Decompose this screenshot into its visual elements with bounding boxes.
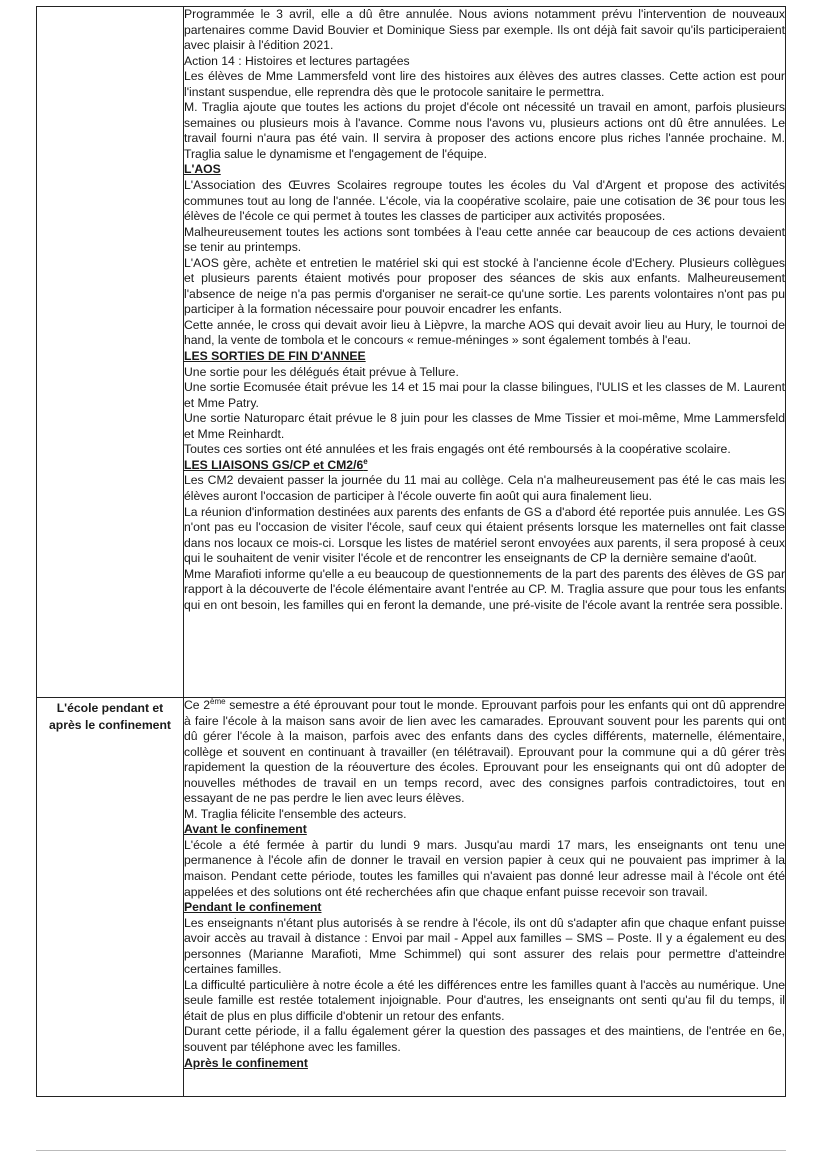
minutes-table: [36, 6, 786, 1097]
paragraph: L'école a été fermée à partir du lundi 9 mars. Jusqu'au mardi 17 mars, les enseignants ont tenu une permanence à l'école afin de donner le travail en version papier à ceux qui ne pouvaient pas imprimer à la maison. Pendant cette période, toutes les familles qui n'avaient pas donné leur adresse mail à l'école ont été appelées et des solutions ont été recherchées afin que chaque enfant puisse recevoir son travail.: [184, 837, 785, 899]
paragraph: Une sortie Ecomusée était prévue les 14 et 15 mai pour la classe bilingues, l'ULIS et les classes de M. Laurent et Mme Patry.: [184, 380, 785, 410]
paragraph: [184, 698, 785, 807]
paragraph: Toutes ces sorties ont été annulées et les frais engagés ont été remboursés à la coopérative scolaire.: [184, 442, 731, 457]
paragraph: La réunion d'information destinées aux parents des enfants de GS a d'abord été reportée puis annulée. Les GS n'ont pas eu l'occasion de visiter l'école, sauf ceux qui étaient présents lorsque les maternelles ont fait classe dans nos locaux ce mois-ci. Lorsque les listes de matériel seront envoyées aux parents, il sera proposé à ceux qui le souhaitent de venir visiter l'école et de rencontrer les enseignants de CP la dernière semaine d'août.: [184, 504, 785, 566]
action14-title: Action 14 : Histoires et lectures partagées: [184, 53, 410, 68]
row-title: L'école pendant et après le confinement: [49, 701, 171, 732]
text-part: Ce 2: [184, 698, 211, 712]
paragraph: Malheureusement toutes les actions sont tombées à l'eau cette année car beaucoup de ces actions devaient se tenir au printemps.: [184, 224, 785, 255]
text-part: semestre a été éprouvant pour tout le monde. Eprouvant parfois pour les enfants qui ont dû apprendre à faire l'école à la maison sans avoir de lien avec les camarades. Eprouvant souvent pour les parents qui ont dû gérer l'école à la maison, parfois avec des enfants dans des cycles différents, maternelle, élémentaire, collège et souvent en continuant à travailler (en télétravail). Eprouvant pour la commune qui a dû gérer très rapidement la question de la réouverture des écoles. Eprouvant pour les enseignants qui ont dû adopter de nouvelles méthodes de travail en un temps record, avec des consignes parfois contradictoires, tout en essayant de ne pas perdre le lien avec leurs élèves.: [184, 698, 785, 806]
right-cell-confinement: [184, 698, 786, 1097]
table-row: [37, 7, 786, 698]
paragraph: Les enseignants n'étant plus autorisés à se rendre à l'école, ils ont dû s'adapter afin que chaque enfant puisse avoir accès au travail à distance : Envoi par mail - Appel aux familles – SMS – Poste. Il y a également eu des personnes (Marianne Marafioti, Mme Schimmel) qui sont assurer des relais pour permettre d'atteindre certaines familles.: [184, 915, 785, 977]
paragraph: Une sortie pour les délégués était prévue à Tellure.: [184, 364, 459, 379]
paragraph: M. Traglia ajoute que toutes les actions du projet d'école ont nécessité un travail en amont, parfois plusieurs semaines ou plusieurs mois à l'avance. Comme nous l'avons vu, plusieurs actions ont dû être annulées. Le travail fourni n'aura pas été vain. Il servira à proposer des actions encore plus riches l'année prochaine. M. Traglia salue le dynamisme et l'engagement de l'équipe.: [184, 100, 785, 161]
paragraph: Les élèves de Mme Lammersfeld vont lire des histoires aux élèves des autres classes. Cette action est pour l'instant suspendue, elle reprendra dès que le protocole sanitaire le permettra.: [184, 69, 785, 99]
section-heading-apres: Après le confinement: [184, 1055, 308, 1070]
paragraph: Mme Marafioti informe qu'elle a eu beaucoup de questionnements de la part des parents des élèves de GS par rapport à la découverte de l'école élémentaire avant l'entrée au CP. M. Traglia assure que pour tous les enfants qui en ont besoin, les familles qui en feront la demande, une pré-visite de l'école avant la rentrée sera possible.: [184, 566, 785, 612]
right-cell-projects: [184, 7, 786, 698]
left-cell-empty: [37, 7, 184, 698]
paragraph: L'AOS gère, achète et entretien le matériel ski qui est stocké à l'ancienne école d'Echery. Plusieurs collègues et plusieurs parents étaient motivés pour proposer des séances de skis aux enfants. Malheureusement l'absence de neige n'a pas permis d'organiser ne serait-ce qu'une sortie. Les parents volontaires n'ont pas pu participer à la formation nécessaire pour pouvoir encadrer les enfants.: [184, 255, 785, 317]
paragraph: La difficulté particulière à notre école a été les différences entre les familles quant à l'accès au numérique. Une seule famille est restée totalement injoignable. Pour d'autres, les enseignants ont senti qu'au fil du temps, il était de plus en plus difficile d'obtenir un retour des enfants.: [184, 977, 785, 1023]
page-bottom-rule: [36, 1150, 786, 1151]
paragraph: Une sortie Naturoparc était prévue le 8 juin pour les classes de Mme Tissier et moi-même, Mme Lammersfeld et Mme Reinhardt.: [184, 411, 785, 441]
heading-text: LES LIAISONS GS/CP et CM2/6: [184, 457, 364, 472]
superscript: ème: [210, 696, 226, 706]
section-heading-liaisons: [184, 458, 785, 474]
section-heading-avant: Avant le confinement: [184, 822, 307, 837]
paragraph: Programmée le 3 avril, elle a dû être annulée. Nous avions notamment prévu l'intervention de nouveaux partenaires comme David Bouvier et Dominique Siess par exemple. Ils ont déjà fait savoir qu'ils participeraient avec plaisir à l'édition 2021.: [184, 7, 785, 53]
section-heading-aos: L'AOS: [184, 162, 221, 177]
paragraph: M. Traglia félicite l'ensemble des acteurs.: [184, 806, 407, 821]
superscript: e: [363, 456, 368, 466]
section-heading-sorties: LES SORTIES DE FIN D'ANNEE: [184, 349, 366, 364]
paragraph: Cette année, le cross qui devait avoir lieu à Lièpvre, la marche AOS qui devait avoir lieu au Hury, le tournoi de hand, la vente de tombola et le concours « remue-méninges » sont également tombés à l'eau.: [184, 317, 785, 348]
paragraph: L'Association des Œuvres Scolaires regroupe toutes les écoles du Val d'Argent et propose des activités communes tout au long de l'année. L'école, via la coopérative scolaire, paie une cotisation de 3€ pour tous les élèves de l'école ce qui permet à toutes les classes de participer aux activités proposées.: [184, 178, 785, 224]
table-row: [37, 698, 786, 1097]
section-heading-pendant: Pendant le confinement: [184, 900, 322, 915]
paragraph: Durant cette période, il a fallu également gérer la question des passages et des maintiens, de l'entrée en 6e, souvent par téléphone avec les familles.: [184, 1024, 785, 1055]
left-cell-confinement: [37, 698, 184, 1097]
paragraph: Les CM2 devaient passer la journée du 11 mai au collège. Cela n'a malheureusement pas été le cas mais les élèves auront l'occasion de participer à l'école ouverte fin août qui aura finalement lieu.: [184, 473, 785, 503]
